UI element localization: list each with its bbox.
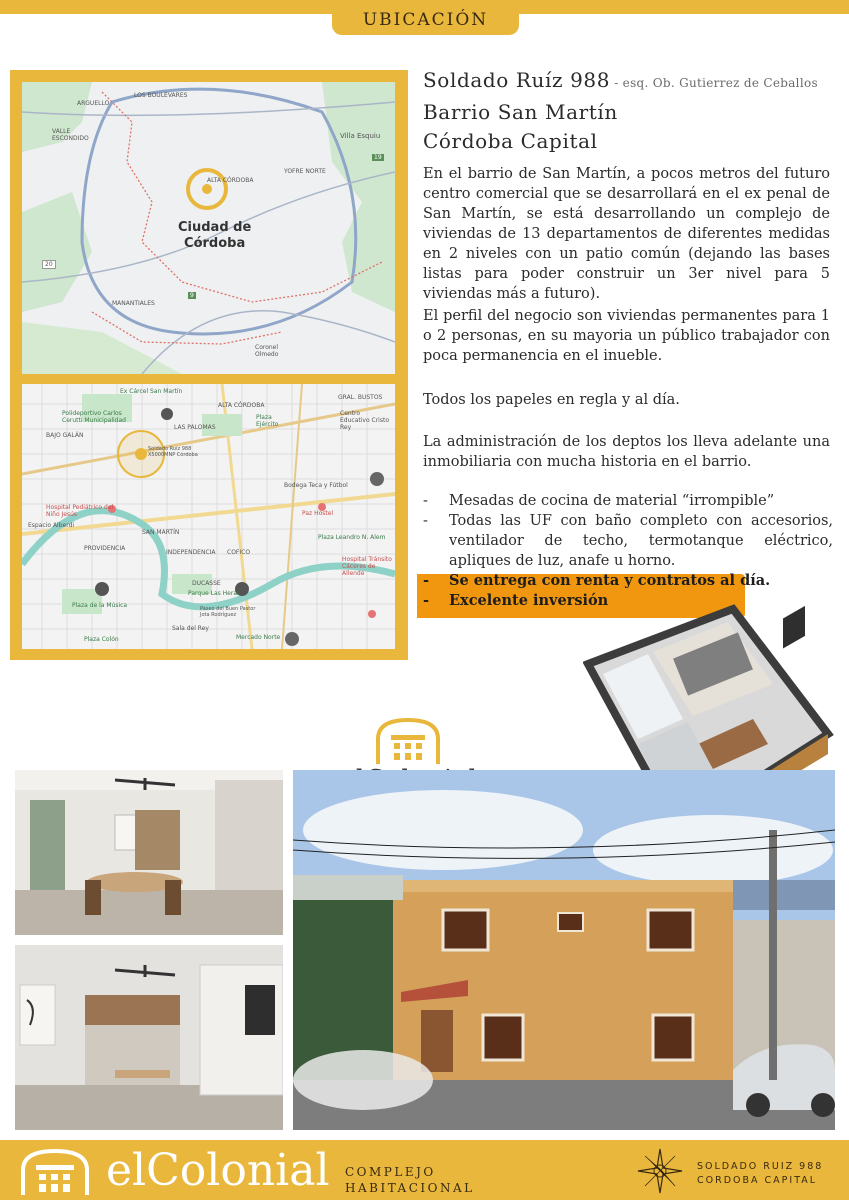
city-name-line1: Ciudad de [178, 220, 252, 235]
footer-subtitle-line2: HABITACIONAL [345, 1181, 475, 1195]
bullet-dash: - [423, 592, 430, 609]
map-label: Villa Esquiu [340, 132, 381, 140]
city-name [178, 220, 251, 252]
map-label: Hospital Pediátrico del Niño Jesús [46, 504, 114, 518]
bullet-dash: - [423, 572, 430, 589]
list-item-highlight [423, 571, 833, 591]
map-label: Coronel Olmedo [255, 344, 279, 358]
paragraph-admin: La administración de los deptos los lleva adelante una inmobiliaria con mucha historia en el barrio. [423, 434, 830, 470]
footer-building-icon [20, 1148, 90, 1196]
map-label: COFICO [227, 549, 251, 556]
list-item-text: Mesadas de cocina de material “irrompible” [449, 493, 775, 509]
address-line2: Barrio San Martín [423, 100, 618, 124]
map-label: SAN MARTÍN [142, 529, 180, 536]
footer-address-line2: CORDOBA CAPITAL [697, 1175, 818, 1186]
section-tab-label: UBICACIÓN [362, 10, 489, 30]
paragraph-intro: En el barrio de San Martín, a pocos metros del futuro centro comercial que se desarrollará en el ex penal de San Martín, se está desarrollando un complejo de viviendas de 13 departamentos de diferentes medidas en 2 niveles con un patio común (dejando las bases listas para poder construir un 3er nivel para 5 viviendas más a futuro). [423, 166, 830, 302]
compass-rose-icon [637, 1148, 683, 1194]
list-item-text: Excelente inversión [449, 592, 609, 609]
route-badge: 20 [42, 260, 56, 269]
map-label: Paz Hostel [302, 510, 334, 517]
map-label: Espacio Alberdi [28, 522, 75, 529]
map-label: GRAL. BUSTOS [338, 394, 383, 401]
map-label: ALTA CÓRDOBA [218, 402, 265, 409]
city-name-line2: Córdoba [184, 236, 246, 251]
map-label: LOS BOULEVARES [134, 92, 188, 99]
feature-list [423, 491, 833, 611]
paragraph-papers: Todos los papeles en regla y al día. [423, 392, 680, 408]
street-map [22, 384, 395, 649]
map-label: Plaza de la Música [72, 602, 128, 609]
map-label: DUCASSE [192, 580, 221, 587]
paragraph-profile: El perfil del negocio son viviendas permanentes para 1 o 2 personas, en su mayoria un público trabajador con poca permanencia en el inueble. [423, 308, 830, 364]
facade-photo [293, 770, 835, 1130]
list-item [423, 511, 833, 571]
bullet-dash: - [423, 493, 428, 509]
map-label: YOFRE NORTE [284, 168, 326, 175]
address-corner: - esq. Ob. Gutierrez de Ceballos [610, 76, 818, 90]
map-label: Mercado Norte [236, 634, 281, 641]
map-label: Centro Educativo Cristo Rey [340, 410, 389, 431]
bullet-dash: - [423, 513, 428, 529]
route-badge: 9 [190, 292, 194, 299]
map-label: Polideportivo Carlos Cerutti Municipalidad [62, 410, 126, 424]
address-line1: Soldado Ruíz 988 [423, 68, 611, 92]
map-label: Soldado Ruiz 988 X5000MNP Córdoba [148, 446, 198, 458]
map-label: Plaza Colón [84, 636, 119, 643]
list-item [423, 491, 833, 511]
address-line3: Córdoba Capital [423, 129, 598, 153]
map-label: Plaza Ejército [256, 414, 279, 428]
interior-photo-kitchen [15, 945, 283, 1130]
map-label: Plaza Leandro N. Alem [318, 534, 386, 541]
list-item-text: Todas las UF con baño completo con accesorios, ventilador de techo, termotanque eléctrico, apliques de luz, anafe u horno. [449, 513, 833, 569]
map-label: Ex Cárcel San Martín [120, 388, 183, 395]
map-label: BAJO GALÁN [46, 432, 84, 439]
footer-subtitle-line1: COMPLEJO [345, 1165, 436, 1179]
map-label: Parque Las Heras [188, 590, 241, 597]
map-label: PROVIDENCIA [84, 545, 126, 552]
footer-brand-subtitle [345, 1164, 475, 1196]
route-badge: 19 [374, 154, 382, 161]
interior-photo-dining [15, 770, 283, 935]
map-label: LAS PALOMAS [174, 424, 216, 431]
map-label: Sala del Rey [172, 625, 209, 632]
footer-address-line1: SOLDADO RUIZ 988 [697, 1161, 824, 1172]
city-map [22, 82, 395, 374]
footer-address [697, 1160, 823, 1188]
map-label: VALLE ESCONDIDO [52, 128, 89, 142]
map-label: INDEPENDENCIA [166, 549, 216, 556]
address-block [423, 66, 843, 156]
map-label: Bodega Teca y Fútbol [284, 482, 348, 489]
map-label: Hospital Tránsito Cáceres de Allende [342, 556, 392, 577]
map-label: MANANTIALES [112, 300, 155, 307]
footer-brand: elColonial [106, 1145, 330, 1196]
map-label: ARGUELLO [77, 100, 110, 107]
map-label: ALTA CÓRDOBA [207, 177, 254, 184]
address-line1-row [423, 66, 843, 98]
list-item-text: Se entrega con renta y contratos al día. [449, 572, 771, 589]
building-logo-icon [375, 717, 441, 765]
section-tab [332, 5, 519, 35]
map-label: Paseo del Buen Pastor Jota Rodríguez [200, 606, 256, 618]
